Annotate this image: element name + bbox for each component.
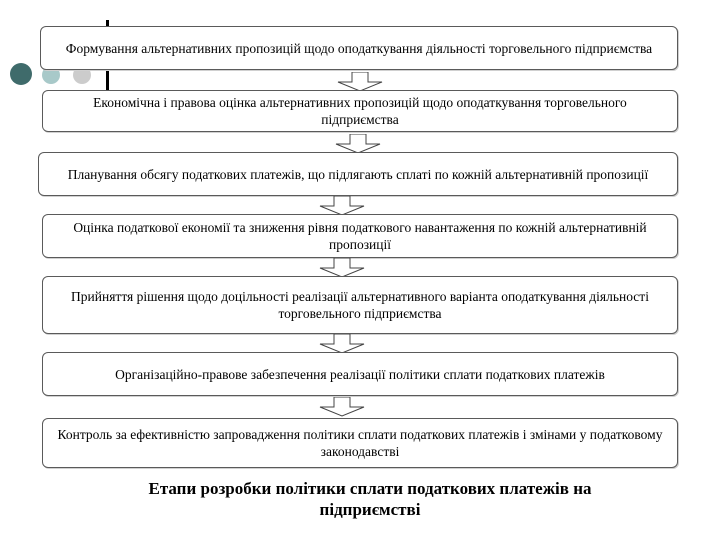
down-arrow-icon — [312, 334, 372, 354]
down-arrow-icon — [328, 134, 388, 154]
decor-dot-dark — [10, 63, 32, 85]
down-arrow-icon — [312, 258, 372, 278]
step-5-decision: Прийняття рішення щодо доцільності реалізації альтернативного варіанта оподаткування діяльності торговельного підприємства — [42, 276, 678, 334]
diagram-caption: Етапи розробки політики сплати податкових платежів на підприємстві — [148, 479, 592, 519]
down-arrow-icon — [312, 397, 372, 417]
step-7-control: Контроль за ефективністю запровадження політики сплати податкових платежів і змінами у податковому законодавстві — [42, 418, 678, 468]
step-4-tax-savings: Оцінка податкової економії та зниження рівня податкового навантаження по кожній альтернативній пропозиції — [42, 214, 678, 258]
step-2-assessment: Економічна і правова оцінка альтернативних пропозицій щодо оподаткування торговельного підприємства — [42, 90, 678, 132]
step-6-org-legal: Організаційно-правове забезпечення реалізації політики сплати податкових платежів — [42, 352, 678, 396]
down-arrow-icon — [312, 196, 372, 216]
step-3-planning: Планування обсягу податкових платежів, що підлягають сплаті по кожній альтернативній пропозиції — [38, 152, 678, 196]
down-arrow-icon — [330, 72, 390, 92]
step-1-formation: Формування альтернативних пропозицій щодо оподаткування діяльності торговельного підприємства — [40, 26, 678, 70]
